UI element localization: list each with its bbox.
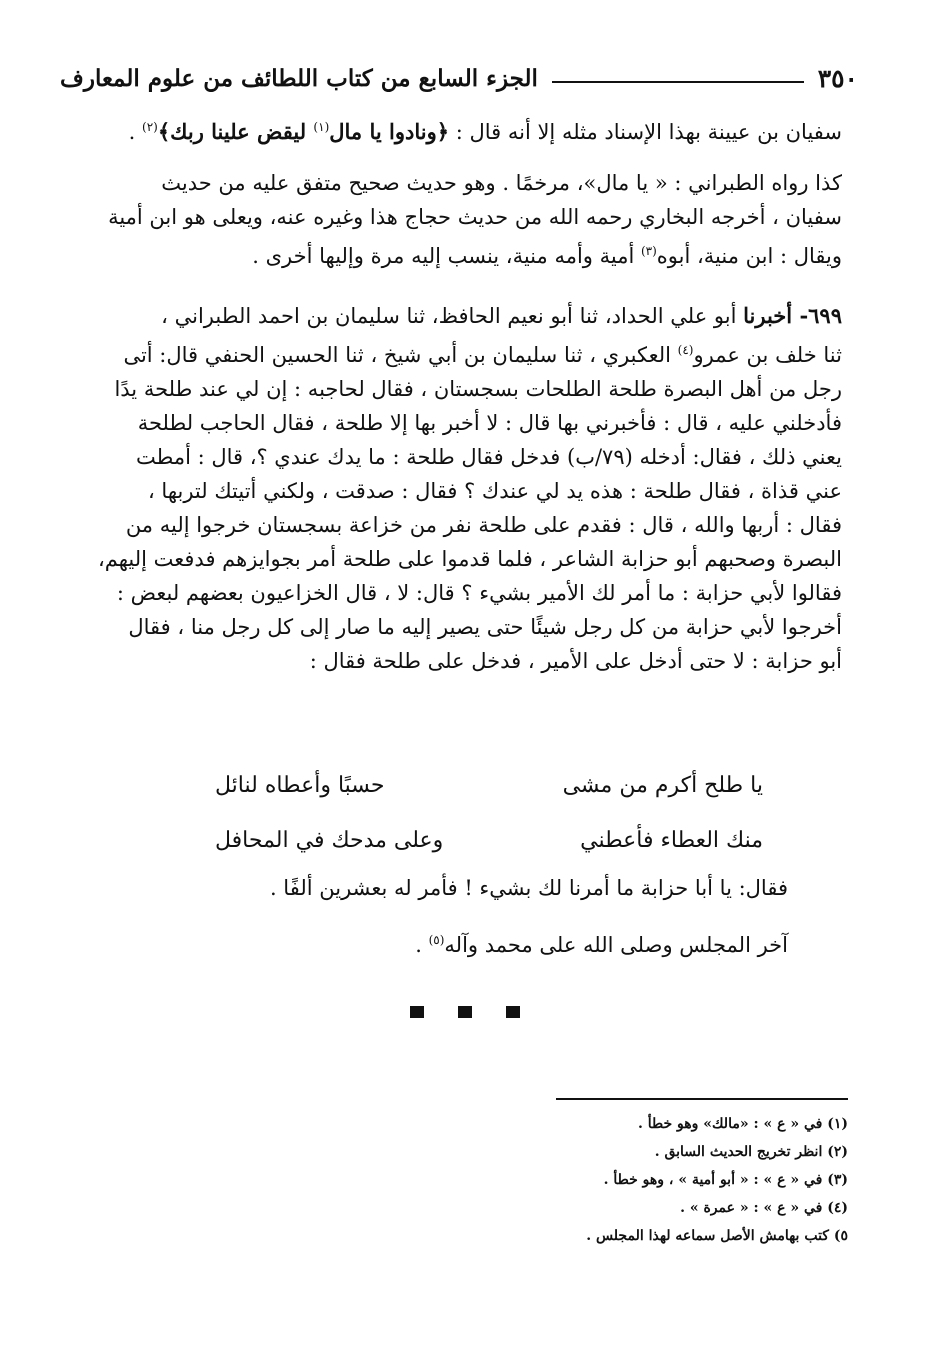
paragraph-3 [74,299,842,678]
footnote-ref-1: (١) [313,120,330,134]
paragraph-2-line-3 [74,234,842,273]
verse-1-hemistich-1: يا طلح أكرم من مشى [562,773,763,798]
paragraph-3-line-7: فقال : أربها والله ، قال : فقدم على طلحة نفر من خزاعة بسجستان خرجوا إليه من [125,513,842,537]
paragraph-1-end: . [128,120,143,144]
paragraph-3-line-4: فأدخلني عليه ، قال : فأخبرني بها قال : لا أخبر بها إلا طلحة ، فقال الحاجب لطلحة [137,411,842,435]
paragraph-1-line [74,110,842,149]
paragraph-2-line-3-b: أمية وأمه منية، ينسب إليه مرة وإليها أخرى . [252,244,641,268]
paragraph-3-line-2-a: ثنا خلف بن عمرو [693,343,842,367]
paragraph-2-line-2: سفيان ، أخرجه البخاري رحمه الله من حديث حجاج هذا وغيره عنه، ويعلى هو ابن أمية [108,205,842,229]
footnote-4: (٤) في « ع » : « عمرة » . [680,1200,848,1216]
paragraph-2 [74,166,842,273]
paragraph-3-line-2-b: العكبري ، ثنا سليمان بن أبي شيخ ، ثنا الحسين الحنفي قال: أتى [123,343,678,367]
page-number: ٣٥٠ [817,63,858,93]
paragraph-3-line-10: أخرجوا لأبي حزابة من كل رجل شيئًا حتى يصير إليه ما صار إلى كل رجل منا ، فقال [128,615,842,639]
verse-line-2 [215,828,763,853]
verse-1-hemistich-2: حسبًا وأعطاه لنائل [215,773,385,798]
paragraph-3-line-1-text: أبو علي الحداد، ثنا أبو نعيم الحافظ، ثنا سليمان بن احمد الطبراني ، [161,304,744,328]
closing-text [140,862,788,971]
paragraph-1 [74,110,842,149]
footnote-2: (٢) انظر تخريج الحديث السابق . [654,1144,848,1160]
quran-quote: ﴿ونادوا يا مال [329,119,450,144]
paragraph-3-line-2 [74,333,842,372]
header-rule [552,81,804,83]
footnote-3: (٣) في « ع » : « أبو أمية » ، وهو خطأ . [603,1172,848,1188]
paragraph-2-line-1: كذا رواه الطبراني : « يا مال»، مرخمًا . وهو حديث صحيح متفق عليه من حديث [161,171,842,195]
footnote-ref-2: (٢) [142,120,158,134]
running-title: الجزء السابع من كتاب اللطائف من علوم المعارف [60,64,538,92]
footnote-5: ٥) كتب بهامش الأصل سماعه لهذا المجلس . [586,1228,848,1244]
footnote-ref-5: (٥) [428,933,445,947]
separator-square [410,1006,424,1018]
paragraph-3-line-9: فقالوا لأبي حزابة : ما أمر لك الأمير بشيء ؟ قال: لا ، قال الخزاعيون بعضهم لبعض : [116,581,842,605]
footnote-rule [556,1098,848,1100]
quran-quote-end: ليقض علينا ربك﴾ [157,119,314,144]
closing-line-2-b: . [415,933,429,957]
paragraph-2-line-3-a: ويقال : ابن منية، أبوه [656,244,842,268]
section-separator [410,1006,520,1018]
paragraph-3-line-1 [74,299,842,333]
verse-line-1 [215,773,763,798]
closing-line-2 [140,914,788,971]
hadith-number: ٦٩٩- [799,303,842,328]
closing-line-1: فقال: يا أبا حزابة ما أمرنا لك بشيء ! فأمر له بعشرين ألفًا . [269,876,788,900]
page-header [60,56,858,100]
separator-square [458,1006,472,1018]
paragraph-1-text: سفيان بن عيينة بهذا الإسناد مثله إلا أنه قال : [449,120,842,144]
paragraph-3-line-6: عني قذاة ، فقال طلحة : هذه يد لي عندك ؟ فقال : صدقت ، ولكني أتيتك لتربها ، [147,479,842,503]
paragraph-3-line-8: البصرة وصحبهم أبو حزابة الشاعر ، فلما قدموا على طلحة أمر بجوايزهم فدفعت إليهم، [97,547,842,571]
separator-square [506,1006,520,1018]
footnotes [360,1110,848,1250]
closing-line-2-a: آخر المجلس وصلى الله على محمد وآله [444,933,788,957]
verse-2-hemistich-2: وعلى مدحك في المحافل [215,828,444,853]
footnote-ref-3: (٣) [640,244,657,258]
paragraph-3-line-5: يعني ذلك ، فقال: أدخله (٧٩/ب) فدخل فقال طلحة : ما يدك عندي ؟، قال : أمطت [135,445,842,469]
footnote-1: (١) في « ع » : «مالك» وهو خطأ . [637,1116,848,1132]
paragraph-3-line-3: رجل من أهل البصرة طلحة الطلحات بسجستان ، فقال لحاجبه : إن لي عند طلحة يدًا [114,377,842,401]
paragraph-3-line-11: أبو حزابة : لا حتى أدخل على الأمير ، فدخل على طلحة فقال : [309,649,842,673]
footnote-ref-4: (٤) [677,343,694,357]
hadith-lead: أخبرنا [743,303,800,328]
verse-2-hemistich-1: منك العطاء فأعطني [580,828,763,853]
